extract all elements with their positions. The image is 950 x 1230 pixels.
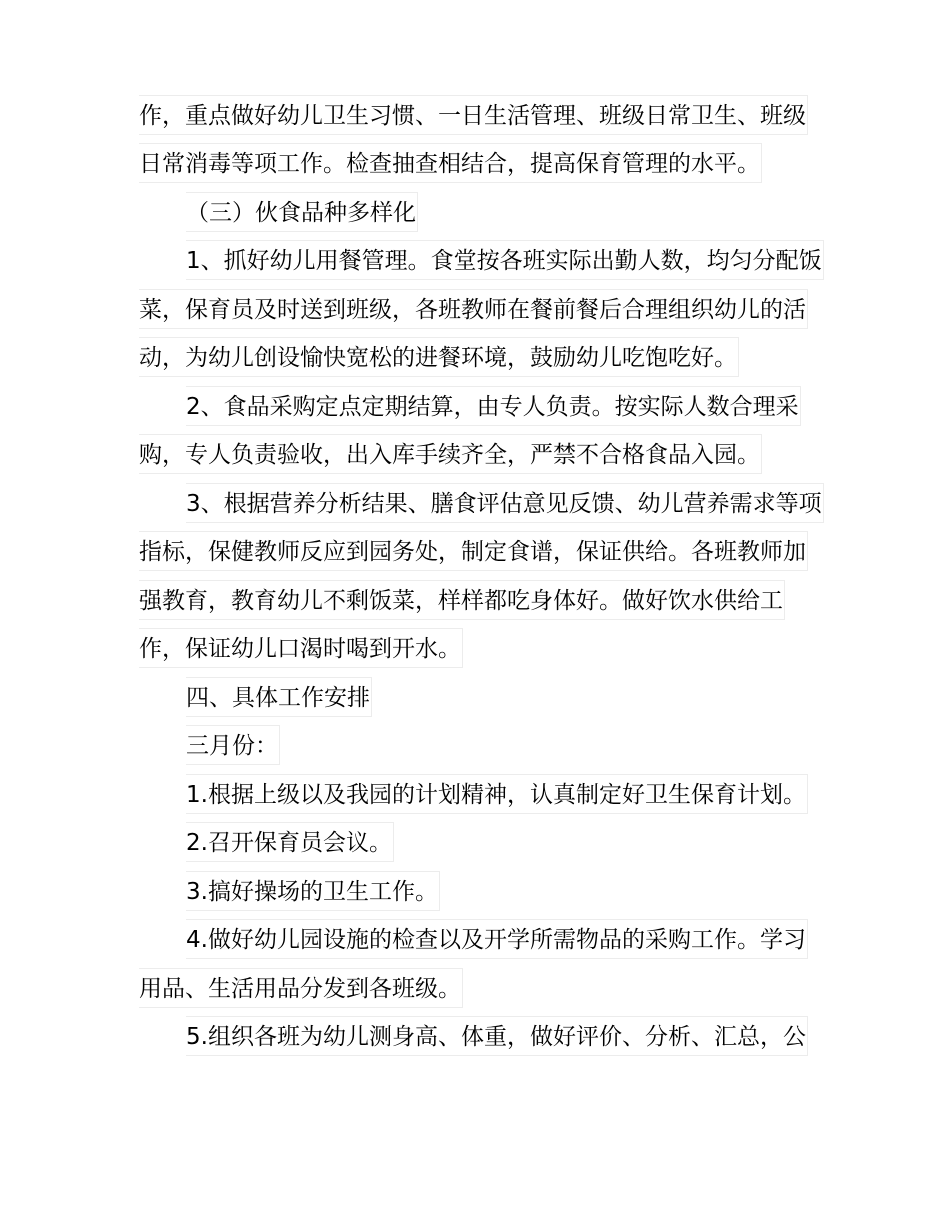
text-line: 作，重点做好幼儿卫生习惯、一日生活管理、班级日常卫生、班级 xyxy=(139,95,808,135)
text-line: 购，专人负责验收，出入库手续齐全，严禁不合格食品入园。 xyxy=(139,434,762,474)
list-item: 1.根据上级以及我园的计划精神，认真制定好卫生保育计划。 xyxy=(186,774,808,814)
text-line: 作，保证幼儿口渴时喝到开水。 xyxy=(139,628,463,668)
section-heading: 四、具体工作安排 xyxy=(186,677,372,717)
list-item: 2.召开保育员会议。 xyxy=(186,822,394,862)
list-item: 5.组织各班为幼儿测身高、体重，做好评价、分析、汇总，公 xyxy=(186,1016,808,1056)
text-line: 强教育，教育幼儿不剩饭菜，样样都吃身体好。做好饮水供给工 xyxy=(139,580,785,620)
text-line: 菜，保育员及时送到班级，各班教师在餐前餐后合理组织幼儿的活 xyxy=(139,289,808,329)
text-line: 用品、生活用品分发到各班级。 xyxy=(139,968,463,1008)
text-line: 1、抓好幼儿用餐管理。食堂按各班实际出勤人数，均匀分配饭 xyxy=(186,240,824,280)
text-line: 2、食品采购定点定期结算，由专人负责。按实际人数合理采 xyxy=(186,386,801,426)
section-heading: （三）伙食品种多样化 xyxy=(186,192,418,232)
list-item: 3.搞好操场的卫生工作。 xyxy=(186,871,440,911)
text-line: 动，为幼儿创设愉快宽松的进餐环境，鼓励幼儿吃饱吃好。 xyxy=(139,337,739,377)
text-line: 日常消毒等项工作。检查抽查相结合，提高保育管理的水平。 xyxy=(139,143,762,183)
list-item: 4.做好幼儿园设施的检查以及开学所需物品的采购工作。学习 xyxy=(186,919,808,959)
text-line: 指标，保健教师反应到园务处，制定食谱，保证供给。各班教师加 xyxy=(139,531,808,571)
text-line: 3、根据营养分析结果、膳食评估意见反馈、幼儿营养需求等项 xyxy=(186,483,824,523)
subsection-heading: 三月份： xyxy=(186,725,280,765)
